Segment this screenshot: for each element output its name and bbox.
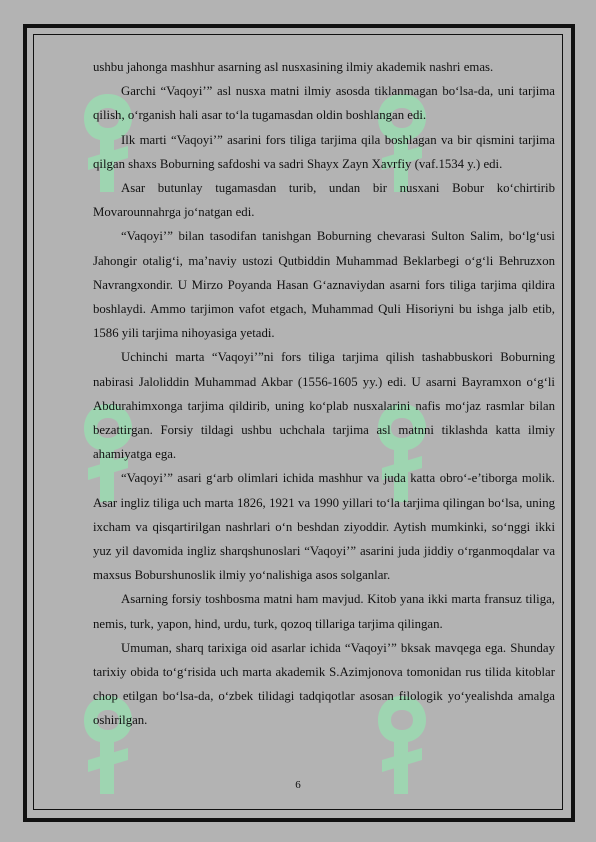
paragraph: Uchinchi marta “Vaqoyi’”ni fors tiliga tarjima qilish tashabbuskori Boburning nabirasi Jaloliddin Muhammad Akbar (1556-1605 yy.) edi. U asarni Bayramxon o‘g‘li Abdurahimxonga tarjima qildirib, uning ko‘plab nusxalarini nafis mo‘jaz rasmlar bilan bezattirgan. Forsiy tildagi ushbu uchchala tarjima asl matnni tiklashda katta ilmiy ahamiyatga ega. (93, 350, 555, 462)
paragraph: ushbu jahonga mashhur asarning asl nusxasining ilmiy akademik nashri emas. (93, 60, 494, 74)
paragraph: Ilk marti “Vaqoyi’” asarini fors tiliga tarjima qila boshlagan va bir qismini tarjima qilgan shaxs Boburning safdoshi va sadri Shayx Zayn Xavrfiy (vaf.1534 y.) edi. (93, 132, 555, 171)
body-text (93, 55, 555, 733)
page-number: 6 (295, 779, 301, 791)
paragraph: Asarning forsiy toshbosma matni ham mavjud. Kitob yana ikki marta fransuz tiliga, nemis, turk, yapon, hind, urdu, turk, qozoq tillariga tarjima qilingan. (93, 592, 555, 631)
paragraph: Asar butunlay tugamasdan turib, undan bir nusxani Bobur ko‘chirtirib Movarounnahrga jo‘natgan edi. (93, 181, 555, 220)
paragraph: “Vaqoyi’” asari g‘arb olimlari ichida mashhur va juda katta obro‘-e’tiborga molik. Asar ingliz tiliga uch marta 1826, 1921 va 1990 yillari to‘la tarjima qilingan bo‘lsa, uning ixcham va qisqartirilgan nashrlari o‘n beshdan ziyoddir. Aytish mumkinki, so‘nggi ikki yuz yil davomida ingliz sharqshunoslari “Vaqoyi’” asarini juda jiddiy o‘rganmoqdalar va maxsus Boburshunoslik ilmiy yo‘nalishiga asos solganlar. (93, 471, 555, 583)
paragraph: Umuman, sharq tarixiga oid asarlar ichida “Vaqoyi’” bksak mavqega ega. Shunday tarixiy obida to‘g‘risida uch marta akademik S.Azimjonova tomonidan rus tilida kitoblar chop etilgan bo‘lsa-da, o‘zbek tilidagi tadqiqotlar asosan filologik yo‘yealishda amalga oshirilgan. (93, 640, 555, 728)
paragraph: Garchi “Vaqoyi’” asl nusxa matni ilmiy asosda tiklanmagan bo‘lsa-da, uni tarjima qilish, o‘rganish hali asar to‘la tugamasdan oldin boshlangan edi. (93, 84, 555, 123)
paragraph: “Vaqoyi’” bilan tasodifan tanishgan Boburning chevarasi Sulton Salim, bo‘lg‘usi Jahongir otalig‘i, ma’naviy ustozi Qutbiddin Muhammad Beklarbegi o‘g‘li Behruzxon Navrangxondir. U Mirzo Poyanda Hasan G‘aznaviydan asarni fors tiliga tarjima qildira boshlaydi. Ammo tarjimon vafot etgach, Muhammad Quli Hisoriyni bu ishga jalb etib, 1586 yili tarjima nihoyasiga yetadi. (93, 229, 555, 341)
